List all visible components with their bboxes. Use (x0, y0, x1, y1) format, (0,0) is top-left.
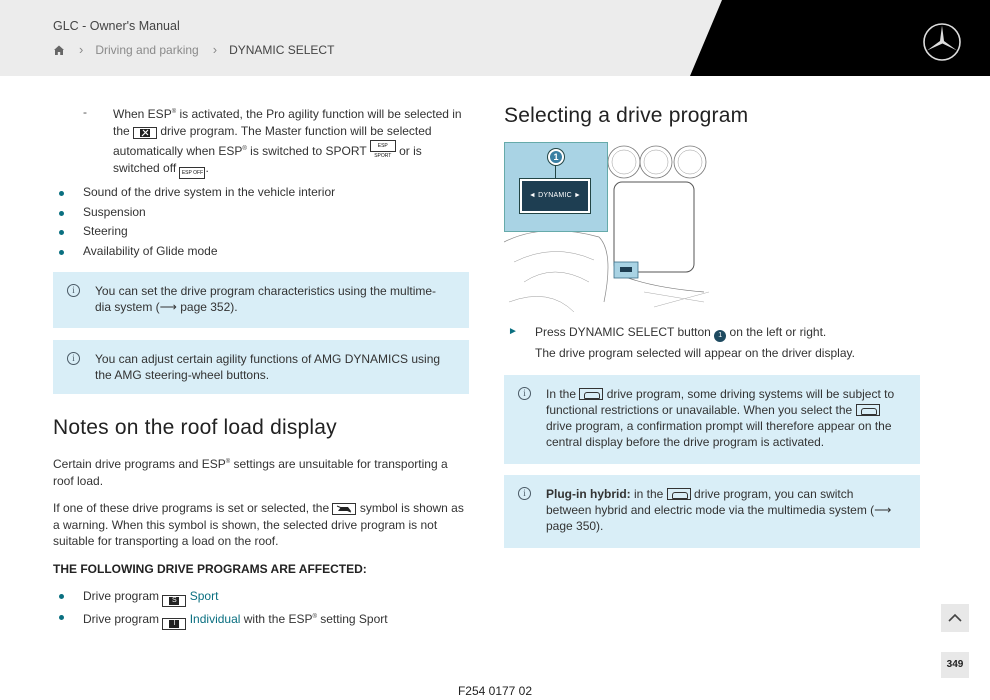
individual-link[interactable]: Individual (189, 611, 241, 626)
reg-mark: ® (242, 146, 247, 152)
esp-sport-icon: ESP SPORT (370, 140, 396, 152)
info-icon: i (67, 284, 80, 297)
text: In the (546, 387, 580, 401)
note-text: You can set the drive program characteristics using the multime-dia system (⟶ page 352). (95, 284, 437, 314)
list-item (53, 586, 469, 607)
text: or is switched off (113, 144, 422, 175)
right-column (504, 104, 920, 548)
offroad-program-icon (667, 488, 691, 500)
scroll-top-button[interactable] (941, 604, 969, 632)
text: When ESP (113, 107, 172, 121)
callout-badge: 1 (548, 149, 564, 165)
roof-load-icon (332, 503, 356, 515)
header (0, 0, 990, 76)
text: Certain drive programs and ESP (53, 457, 226, 471)
program-letter: S (169, 597, 179, 605)
breadcrumb-current: DYNAMIC SELECT (229, 42, 335, 57)
page-number: 349 (941, 652, 969, 678)
offroad-program-icon (856, 404, 880, 416)
list-item (53, 607, 469, 630)
text: is activated, the Pro agility function will be selected in the (113, 107, 462, 138)
program-letter: I (169, 620, 179, 628)
race-program-icon (133, 127, 157, 139)
text: with the ESP (240, 611, 313, 626)
callout-badge: 1 (714, 330, 726, 342)
offroad-program-icon (579, 388, 603, 400)
zoom-panel (504, 142, 608, 232)
text: Drive program (83, 588, 160, 603)
text: is switched to SPORT (246, 144, 370, 158)
text: drive program. The Master function will be selected automatically when ESP (113, 124, 432, 158)
text: drive program, some driving systems will be subject to functional restrictions or unavailable. When you select the (546, 387, 895, 417)
esp-off-icon: ESP OFF (179, 167, 205, 179)
step-result: The drive program selected will appear on the driver display. (535, 346, 855, 360)
text: Press DYNAMIC SELECT button (535, 325, 715, 339)
individual-program-icon (162, 618, 186, 630)
note-label: Plug-in hybrid: (546, 487, 631, 501)
note-text: You can adjust certain agility functions of AMG DYNAMICS using the AMG steering-wheel buttons. (95, 352, 441, 382)
text: . (205, 161, 209, 175)
step-arrow-icon: ► (508, 326, 518, 337)
document-id: F254 0177 02 (457, 684, 533, 698)
list-item: Steering (53, 222, 469, 242)
sport-program-icon (162, 595, 186, 607)
list-item: Suspension (53, 203, 469, 223)
reg-mark: ® (171, 109, 177, 115)
text: in the (630, 487, 667, 501)
info-icon: i (67, 352, 80, 365)
text: drive program, a confirmation prompt will therefore appear on the central display before the drive program is activated. (546, 419, 892, 449)
breadcrumb (53, 42, 334, 57)
affected-programs-list (53, 586, 469, 630)
info-icon: i (518, 387, 531, 400)
reg-mark: ® (312, 613, 317, 620)
mercedes-star-logo[interactable] (922, 22, 962, 62)
chevron-right-icon: › (212, 42, 218, 57)
info-note (53, 340, 469, 394)
info-icon: i (518, 487, 531, 500)
dash-marker: - (83, 105, 87, 119)
breadcrumb-link-driving[interactable]: Driving and parking (95, 42, 199, 57)
esp-subitem (53, 104, 469, 179)
home-icon[interactable] (53, 44, 65, 56)
text: symbol is shown as a warning. When this symbol is shown, the selected drive program is not suitable for transporting a load on the roof. (53, 501, 464, 548)
chevron-up-icon (948, 613, 962, 623)
text: drive program, you can switch between hybrid and electric mode via the multimedia system (⟶ page 350). (546, 487, 892, 533)
affected-heading: THE FOLLOWING DRIVE PROGRAMS ARE AFFECTED: (53, 561, 367, 576)
callout-line (555, 165, 556, 179)
paragraph (53, 454, 469, 489)
sport-link[interactable]: Sport (189, 588, 219, 603)
chevron-right-icon: › (79, 42, 84, 57)
list-item: Sound of the drive system in the vehicle interior (53, 183, 469, 203)
feature-list (53, 183, 469, 261)
text: If one of these drive programs is set or selected, the (53, 501, 333, 515)
text: setting Sport (316, 611, 388, 626)
text: Drive program (83, 611, 160, 626)
reg-mark: ® (225, 459, 231, 465)
instruction-step (504, 322, 920, 342)
info-note (504, 375, 920, 464)
app-title: GLC - Owner's Manual (53, 19, 180, 33)
paragraph (53, 500, 469, 550)
dynamic-select-button[interactable]: ◄ DYNAMIC ► (520, 179, 590, 213)
dashboard-illustration (504, 142, 712, 312)
section-heading: Notes on the roof load display (53, 416, 337, 439)
info-note (53, 272, 469, 328)
info-note (504, 475, 920, 548)
section-heading: Selecting a drive program (504, 104, 749, 127)
list-item: Availability of Glide mode (53, 242, 469, 262)
text: settings are unsuitable for transporting a roof load. (53, 457, 448, 488)
left-column (53, 104, 469, 630)
text: on the left or right. (726, 325, 827, 339)
